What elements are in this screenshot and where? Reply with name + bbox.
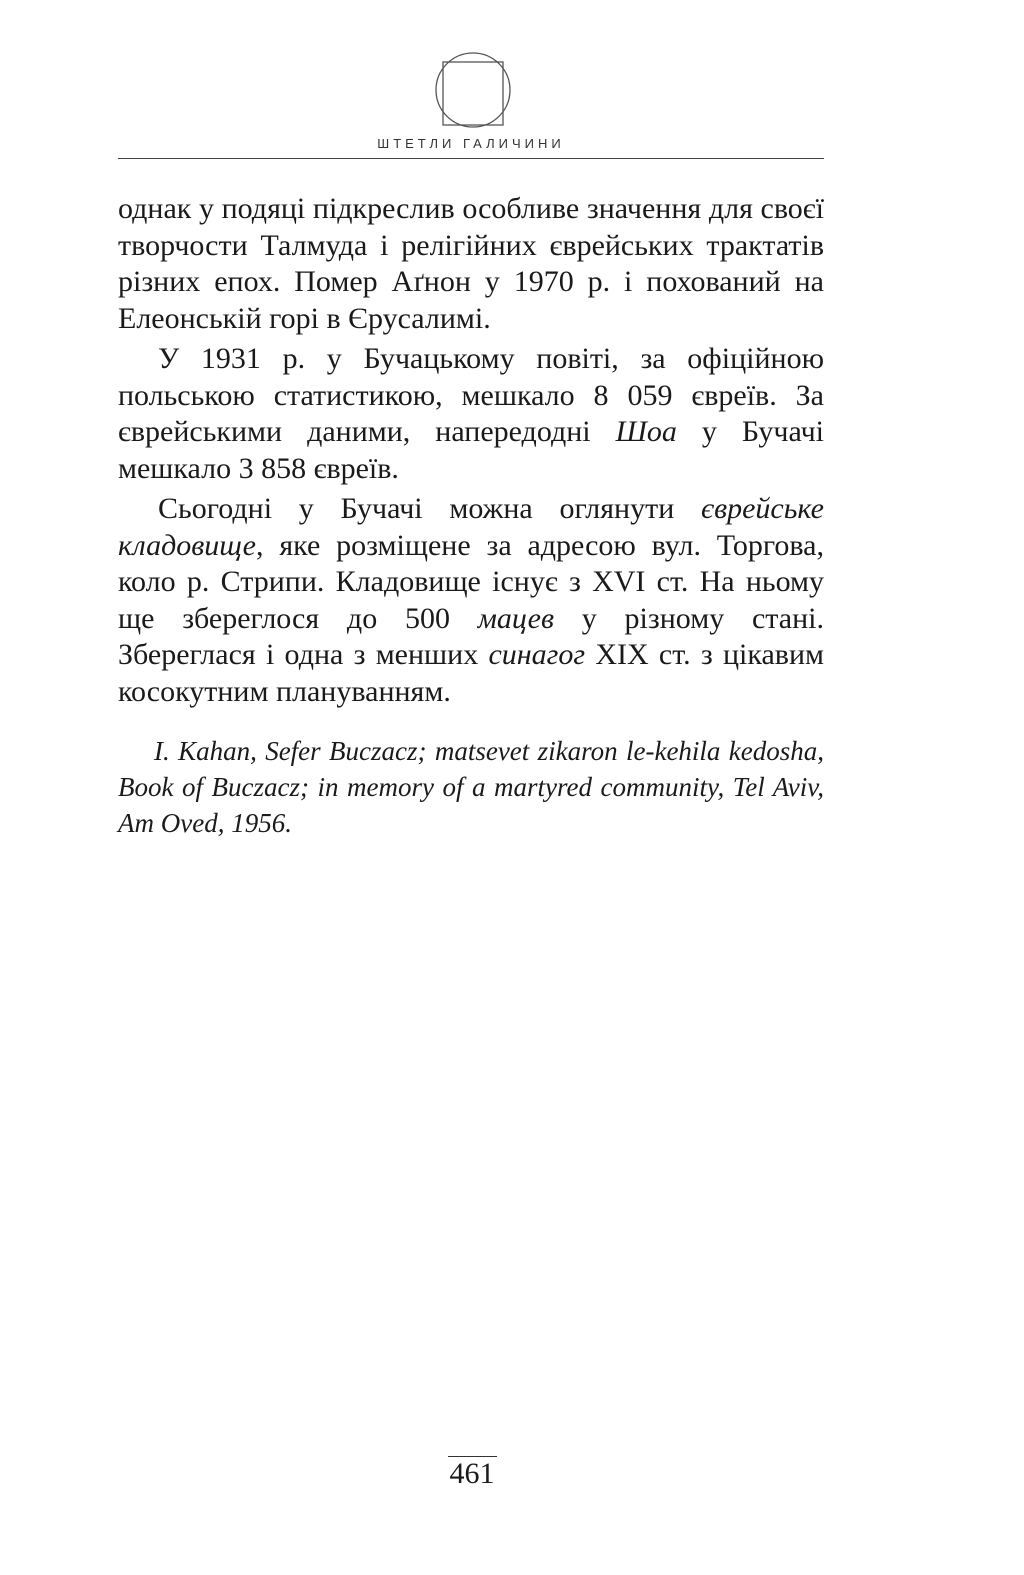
- paragraph-2-text: У 1931 р. у Бучацькому повіті, за офіційною польською статистикою, мешкало 8 059 євреїв. За єврейськими даними, напередодні: [118, 342, 824, 448]
- paragraph-2-text-end: у Бучачі мешкало 3 858 євреїв.: [118, 415, 824, 485]
- page-number-text: 461: [449, 1457, 495, 1490]
- circle-square-emblem-icon: [433, 50, 513, 130]
- paragraph-1-text: однак у подяці підкреслив особливе значення для своєї творчости Талмуда і релігійних єврейських трактатів різних епох. Помер Аґнон у 1970 р. і похований на Елеонській горі в Єрусалимі.: [118, 192, 824, 335]
- term-jewish-cemetery: єврейське кладовище: [118, 492, 824, 562]
- body-text: [118, 191, 824, 714]
- paragraph-3-text-mid: , яке розміщене за адресою вул. Торгова, коло р. Стрипи. Кладовище існує з XVI ст. На ньому ще збереглося до 500: [118, 528, 824, 635]
- running-head: ШТЕТЛИ ГАЛИЧИНИ: [377, 136, 565, 151]
- paragraph-3-text-end: XIX ст. з цікавим косокутним плануванням.: [118, 638, 824, 708]
- header-rule: [118, 158, 824, 159]
- term-matzevot: мацев: [477, 601, 554, 635]
- paragraph-1: [118, 191, 824, 337]
- bibliographic-reference: I. Kahan, Sefer Buczacz; matsevet zikaron le-kehila kedosha, Book of Buczacz; in memory of a martyred community, Tel Aviv, Am Oved, 1956.: [118, 736, 824, 838]
- term-shoa: Шоа: [615, 415, 677, 448]
- term-synagogues: синагог: [488, 638, 586, 671]
- page-number: [412, 1457, 532, 1491]
- paragraph-3-text-mid-2: у різному стані. Збереглася і одна з менших: [118, 601, 824, 671]
- paragraph-2: [118, 341, 824, 487]
- paragraph-3: [118, 491, 824, 710]
- paragraph-3-text: Сьогодні у Бучачі можна оглянути: [158, 492, 701, 525]
